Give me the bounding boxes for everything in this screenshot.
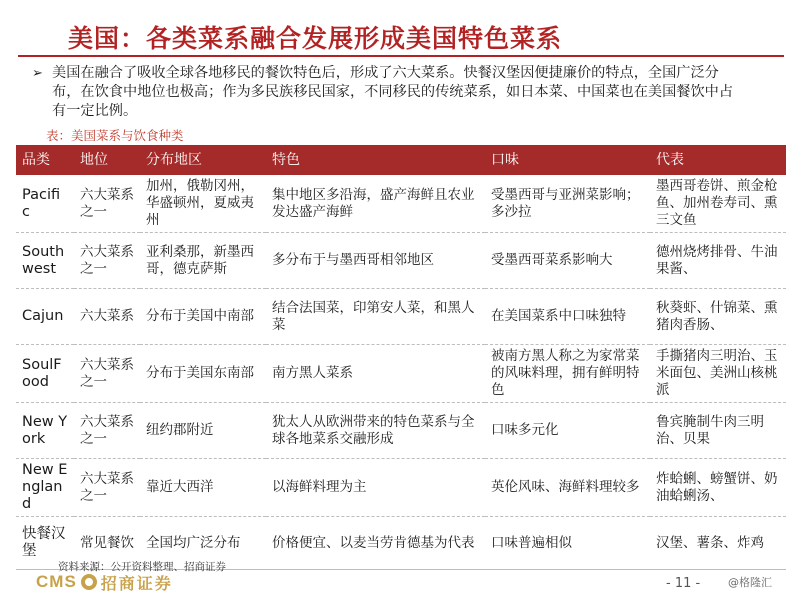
cell-region: 纽约郡附近 — [140, 403, 266, 459]
cell-taste: 英伦风味、海鲜料理较多 — [485, 459, 650, 517]
logo-cn-text: 招商证券 — [100, 573, 173, 593]
header-taste: 口味 — [485, 145, 650, 175]
cell-status: 六大菜系之一 — [74, 459, 140, 517]
cell-region: 分布于美国中南部 — [140, 289, 266, 345]
cell-feature: 多分布于与墨西哥相邻地区 — [266, 233, 485, 289]
table-row — [16, 459, 786, 517]
header-region: 分布地区 — [140, 145, 266, 175]
cell-feature: 南方黑人菜系 — [266, 345, 485, 403]
cell-category: Southwest — [16, 233, 74, 289]
cell-taste: 受墨西哥菜系影响大 — [485, 233, 650, 289]
cell-feature: 以海鲜料理为主 — [266, 459, 485, 517]
source-note: 资料来源：公开资料整理、招商证券 — [58, 561, 226, 573]
header-status: 地位 — [74, 145, 140, 175]
table-row — [16, 233, 786, 289]
title-divider — [18, 55, 784, 57]
cell-region: 亚利桑那，新墨西哥，德克萨斯 — [140, 233, 266, 289]
cell-feature: 犹太人从欧洲带来的特色菜系与全球各地菜系交融形成 — [266, 403, 485, 459]
cell-representative: 炸蛤蜊、螃蟹饼、奶油蛤蜊汤、 — [650, 459, 786, 517]
cuisine-table — [16, 145, 786, 570]
table-caption: 表：美国菜系与饮食种类 — [46, 128, 184, 143]
title-bar — [18, 9, 784, 55]
cell-status: 六大菜系之一 — [74, 345, 140, 403]
company-logo — [36, 572, 173, 592]
cell-feature: 集中地区多沿海，盛产海鲜且农业发达盛产海鲜 — [266, 175, 485, 233]
intro-text: 美国在融合了吸收全球各地移民的餐饮特色后，形成了六大菜系。快餐汉堡因便捷廉价的特点，全国广泛分布，在饮食中地位也极高；作为多民族移民国家，不同移民的传统菜系，如日本菜、中国菜也在美国餐饮中占有一定比例。 — [52, 65, 734, 119]
logo-mark-icon — [81, 574, 97, 590]
cell-status: 六大菜系之一 — [74, 175, 140, 233]
cell-representative: 汉堡、薯条、炸鸡 — [650, 517, 786, 570]
cell-status: 常见餐饮 — [74, 517, 140, 570]
cell-category: New England — [16, 459, 74, 517]
cell-status: 六大菜系 — [74, 289, 140, 345]
page-number: - 11 - — [666, 576, 701, 591]
table-header-row — [16, 145, 786, 175]
watermark: @格隆汇 — [728, 576, 772, 589]
table-row — [16, 345, 786, 403]
logo-latin-text: CMS — [36, 572, 77, 591]
cell-category: Cajun — [16, 289, 74, 345]
cell-category: New York — [16, 403, 74, 459]
cell-representative: 德州烧烤排骨、牛油果酱、 — [650, 233, 786, 289]
cell-representative: 鲁宾腌制牛肉三明治、贝果 — [650, 403, 786, 459]
cell-representative: 秋葵虾、什锦菜、熏猪肉香肠、 — [650, 289, 786, 345]
table-row — [16, 175, 786, 233]
cell-region: 分布于美国东南部 — [140, 345, 266, 403]
cell-taste: 受墨西哥与亚洲菜影响；多沙拉 — [485, 175, 650, 233]
cell-region: 加州，俄勒冈州，华盛顿州，夏威夷州 — [140, 175, 266, 233]
cell-taste: 口味普遍相似 — [485, 517, 650, 570]
cell-category: 快餐汉堡 — [16, 517, 74, 570]
cell-representative: 墨西哥卷饼、煎金枪鱼、加州卷寿司、熏三文鱼 — [650, 175, 786, 233]
cell-taste: 在美国菜系中口味独特 — [485, 289, 650, 345]
table-row — [16, 289, 786, 345]
bullet-arrow-icon: ➢ — [32, 66, 43, 81]
cell-region: 全国均广泛分布 — [140, 517, 266, 570]
cell-category: SoulFood — [16, 345, 74, 403]
header-feature: 特色 — [266, 145, 485, 175]
cell-category: Pacific — [16, 175, 74, 233]
intro-paragraph — [32, 64, 742, 121]
cell-feature: 价格便宜、以麦当劳肯德基为代表 — [266, 517, 485, 570]
page-title: 美国：各类菜系融合发展形成美国特色菜系 — [68, 24, 563, 53]
cell-taste: 被南方黑人称之为家常菜的风味料理，拥有鲜明特色 — [485, 345, 650, 403]
cell-region: 靠近大西洋 — [140, 459, 266, 517]
cell-status: 六大菜系之一 — [74, 233, 140, 289]
table-row — [16, 403, 786, 459]
header-category: 品类 — [16, 145, 74, 175]
cell-feature: 结合法国菜，印第安人菜，和黑人菜 — [266, 289, 485, 345]
cell-status: 六大菜系之一 — [74, 403, 140, 459]
header-representative: 代表 — [650, 145, 786, 175]
cell-representative: 手撕猪肉三明治、玉米面包、美洲山核桃派 — [650, 345, 786, 403]
cell-taste: 口味多元化 — [485, 403, 650, 459]
